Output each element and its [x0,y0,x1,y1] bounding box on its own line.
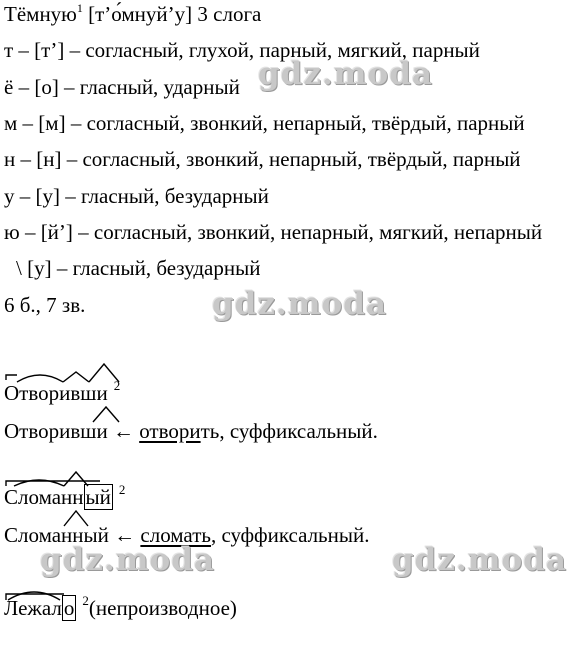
superscript: 2 [118,482,126,497]
derivation-rest: , суффиксальный. [210,523,370,547]
phonetic-line: ю – [й’] – согласный, звонкий, непарный, мягкий, непарный [4,220,543,244]
sound-summary: 6 б., 7 зв. [4,293,86,317]
phonetic-line: у – [у] – гласный, безударный [4,184,269,208]
watermark-logo: gdz.moda [40,542,215,578]
phonetic-line: м – [м] – согласный, звонкий, непарный, твёрдый, парный [4,111,525,135]
watermark-logo: gdz.moda [258,56,433,92]
morpheme-stem: Лежал [4,596,62,620]
derivation-rest: ть, суффиксальный. [200,419,378,443]
syllable-count: 3 слога [197,2,262,26]
morpheme-word-1 [4,378,121,408]
phonetic-line: т – [т’] – согласный, глухой, парный, мягкий, парный [4,38,480,62]
morpheme-word-text: Отворивши [4,381,108,405]
phonetic-line: н – [н] – согласный, звонкий, непарный, твёрдый, парный [4,147,521,171]
superscript: 2 [113,378,121,393]
superscript: 2 [82,593,89,608]
derivation-line-1 [4,419,378,443]
phonetic-line: ё – [о] – гласный, ударный [4,75,240,99]
header-line [4,2,261,26]
word-note: (непроизводное) [88,596,237,620]
morpheme-word-3 [4,593,237,623]
derived-word: Сломанный [4,523,109,547]
base-word: сломать [140,523,211,547]
footnote-mark: 1 [76,1,83,15]
derived-word: Отворивши [4,419,108,443]
morpheme-ending: ый [85,485,111,509]
phonetic-line: \ [у] – гласный, безударный [16,256,261,280]
header-word: Тёмную [4,2,77,26]
watermark-logo: gdz.moda [212,286,387,322]
morpheme-stem: Сломанн [4,485,84,509]
watermark-logo: gdz.moda [392,542,567,578]
morpheme-ending: о [63,596,75,620]
transcription: [т’о́мнуй’у] [88,2,193,26]
arrow: ← [114,523,136,547]
morpheme-word-2 [4,482,126,512]
arrow: ← [112,419,134,443]
base-word: отвори [139,419,201,443]
